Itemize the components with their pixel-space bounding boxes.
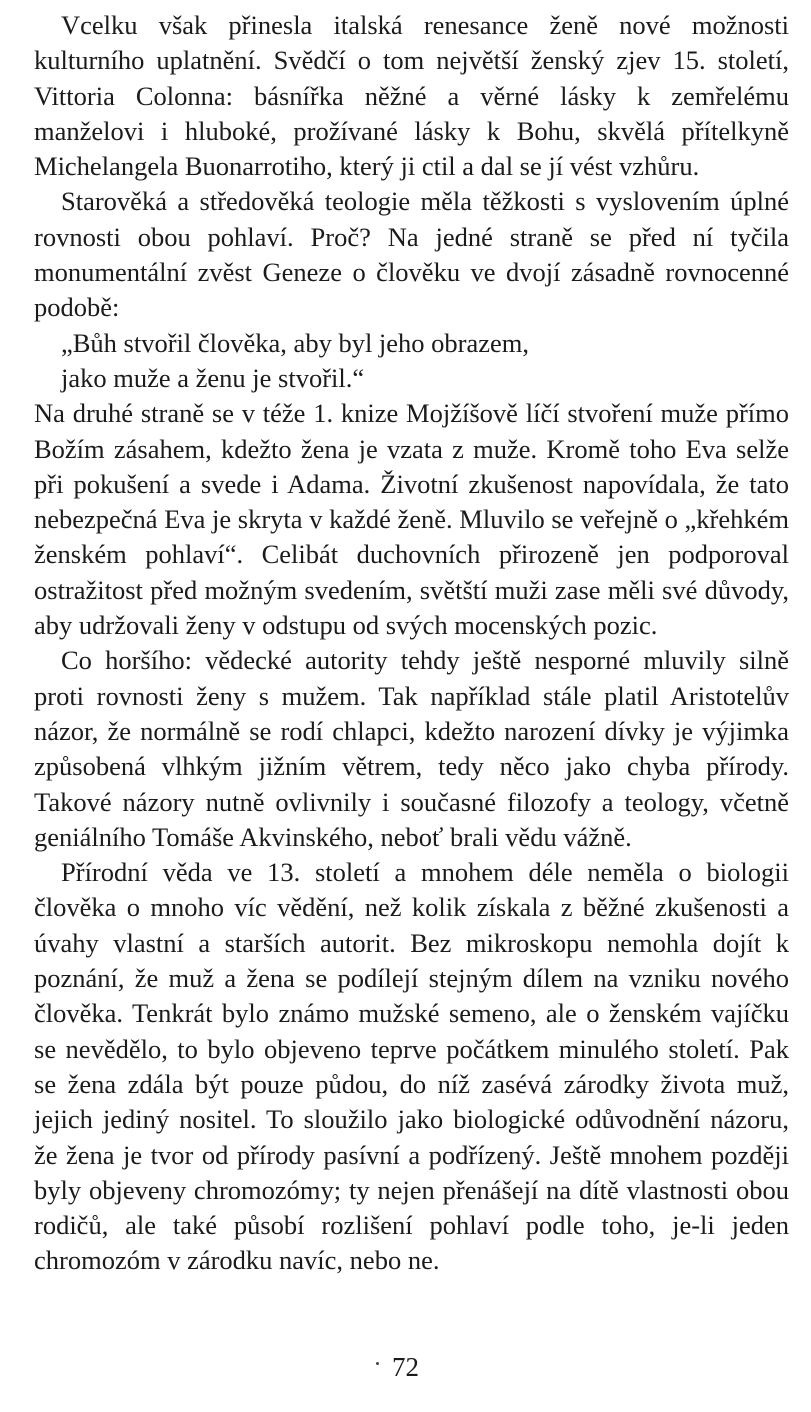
genesis-quote [34, 326, 789, 397]
paragraph-authorities: Co horšího: vědecké autority tehdy ještě nesporné mluvily silně proti rovnosti ženy s mužem. Tak například stále platil Aristotelův názor, že normálně se rodí chlapci, kdežto narození dívky je výjimka způsobená vlhkým jižním větrem, tedy něco jako chyba přírody. Takové názory nutně ovlivnily i současné filozofy a teology, včetně geniálního Tomáše Akvinského, neboť brali vědu vážně. [34, 645, 789, 852]
page-number: 72 [392, 1352, 419, 1382]
paragraph-theology: Starověká a středověká teologie měla těžkosti s vyslovením úplné rovnosti obou pohlaví. Proč? Na jedné straně se před ní tyčila monumentální zvěst Geneze o člověku ve dvojí zásadně rovnocenné podobě: [34, 186, 789, 323]
page-body [34, 8, 789, 1279]
quote-line-2: jako muže a ženu je stvořil.“ [61, 362, 365, 393]
paragraph-natural-science: Přírodní věda ve 13. století a mnohem déle neměla o biologii člověka o mnoho víc vědění, než kolik získala z běžné zkušenosti a úvahy vlastní a starších autorit. Bez mikroskopu nemohla dojít k poznání, že muž a žena se podílejí stejným dílem na vzniku nového člověka. Tenkrát bylo známo mužské semeno, ale o ženském vajíčku se nevědělo, to bylo objeveno teprve počátkem minulého století. Pak se žena zdála být pouze půdou, do níž zasévá zárodky života muž, jejich jediný nositel. To sloužilo jako biologické odůvodnění názoru, že žena je tvor od přírody pasívní a podřízený. Ještě mnohem později byly objeveny chromozómy; ty nejen přenášejí na dítě vlastnosti obou rodičů, ale také působí rozlišení pohlaví podle toho, je-li jeden chromozóm v zárodku navíc, nebo ne. [34, 857, 789, 1276]
paragraph-renaissance: Vcelku však přinesla italská renesance ženě nové možnosti kulturního uplatnění. Svědčí o tom největší ženský zjev 15. století, Vittoria Colonna: básnířka něžné a věrné lásky k zemřelému manželovi i hluboké, prožívané lásky k Bohu, skvělá přítelkyně Michelangela Buonarrotiho, který ji ctil a dal se jí vést vzhůru. [34, 10, 789, 182]
quote-line-1: „Bůh stvořil člověka, aby byl jeho obrazem, [61, 327, 530, 358]
paragraph-continuation: Na druhé straně se v téže 1. knize Mojžíšově líčí stvoření muže přímo Božím zásahem, kdežto žena je vzata z muže. Kromě toho Eva selže při pokušení a svede i Adama. Životní zkušenost napovídala, že tato nebezpečná Eva je skryta v každé ženě. Mluvilo se veřejně o „křehkém ženském pohlaví“. Celibát duchovních přirozeně jen podporoval ostražitost před možným svedením, světští muži zase měli své důvody, aby udržovali ženy v odstupu od svých mocenských pozic. [34, 398, 789, 641]
